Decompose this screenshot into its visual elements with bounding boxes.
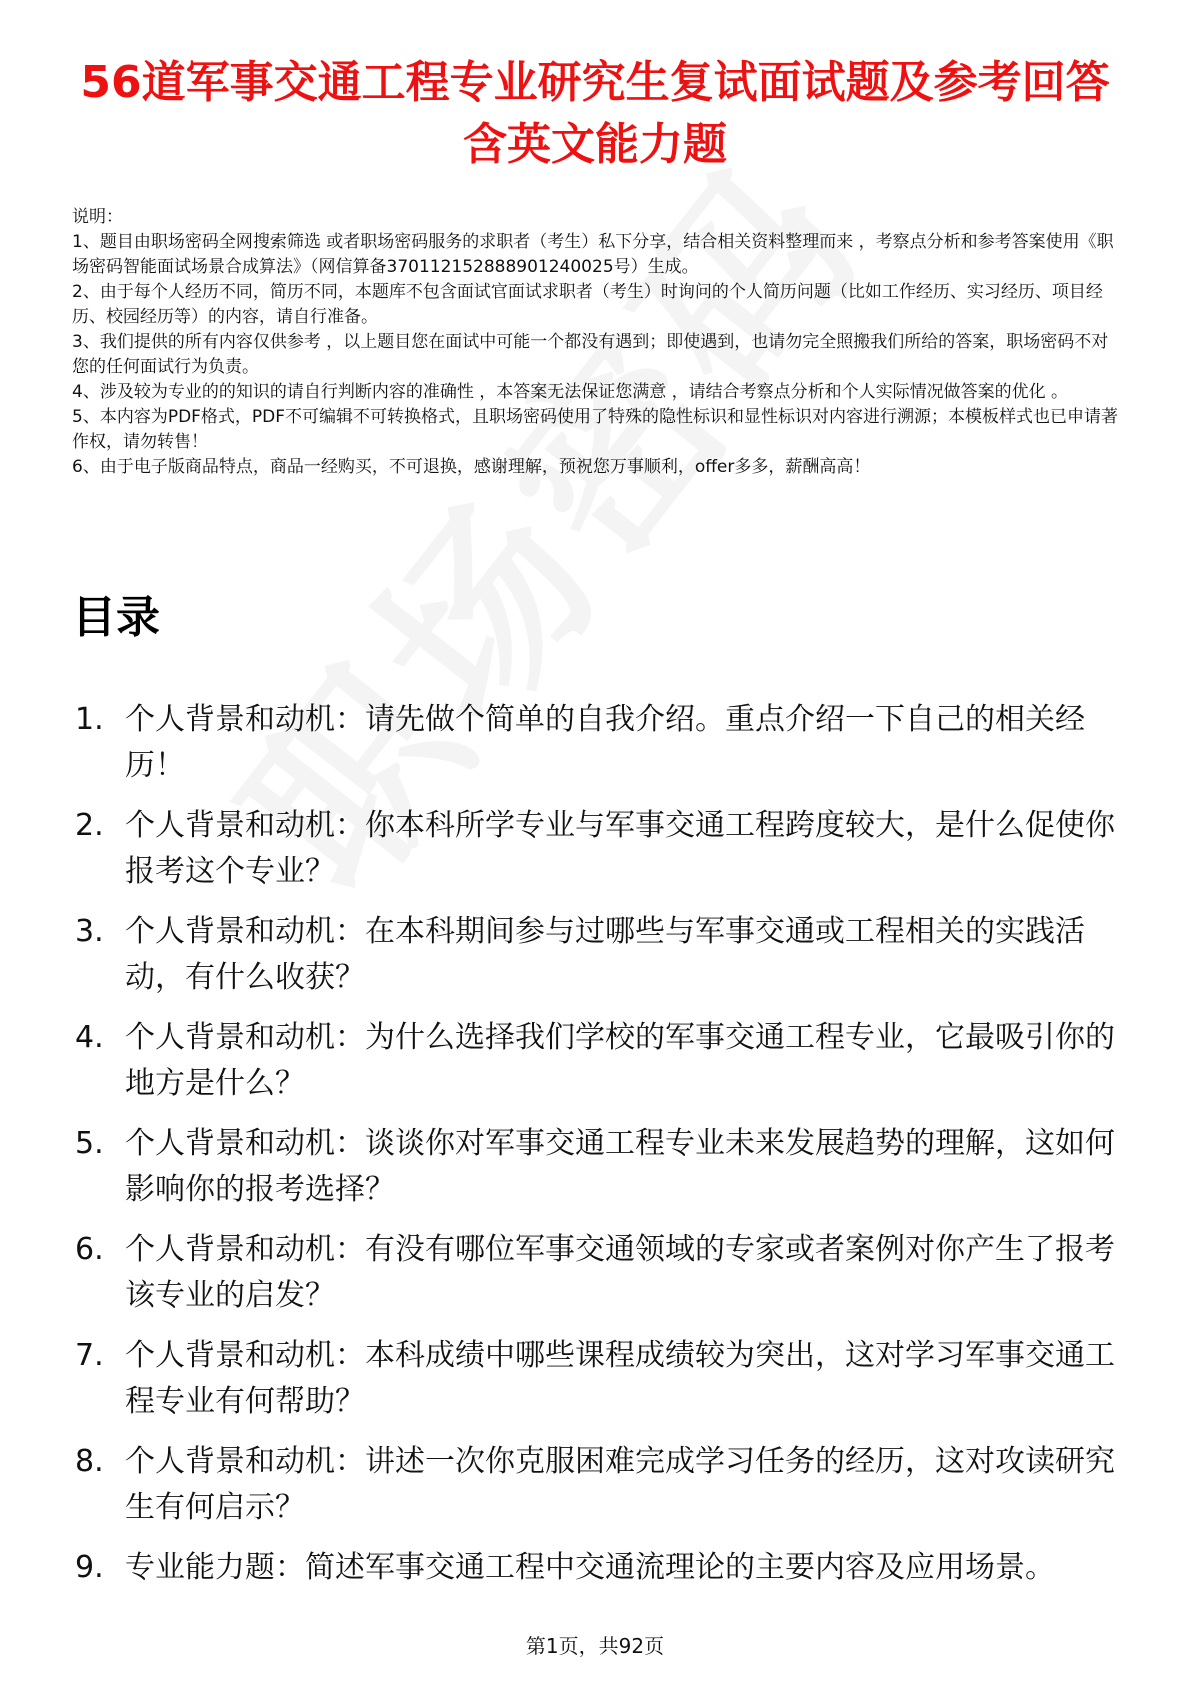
toc-item-text: 个人背景和动机：本科成绩中哪些课程成绩较为突出，这对学习军事交通工程专业有何帮助？ [125, 1338, 1115, 1419]
toc-item[interactable] [75, 1015, 1135, 1107]
toc-item-text: 专业能力题：简述军事交通工程中交通流理论的主要内容及应用场景。 [125, 1550, 1055, 1585]
notes-item: 3、我们提供的所有内容仅供参考 ，以上题目您在面试中可能一个都没有遇到；即使遇到，也请勿完全照搬我们所给的答案，职场密码不对您的任何面试行为负责。 [72, 332, 1109, 377]
notes-item: 6、由于电子版商品特点，商品一经购买，不可退换，感谢理解，预祝您万事顺利，offer多多，薪酬高高！ [72, 457, 871, 477]
toc-item[interactable] [75, 803, 1135, 895]
toc-item-text: 个人背景和动机：讲述一次你克服困难完成学习任务的经历，这对攻读研究生有何启示？ [125, 1444, 1115, 1525]
toc-item-text: 个人背景和动机：谈谈你对军事交通工程专业未来发展趋势的理解，这如何影响你的报考选择？ [125, 1126, 1115, 1207]
toc-item-number: 3. [75, 914, 104, 949]
toc-list [75, 697, 1135, 1605]
toc-item-number: 9. [75, 1550, 104, 1585]
toc-item-number: 6. [75, 1232, 104, 1267]
toc-item[interactable] [75, 1227, 1135, 1319]
toc-item[interactable] [75, 697, 1135, 789]
toc-item-number: 8. [75, 1444, 104, 1479]
notes-item: 2、由于每个人经历不同，简历不同，本题库不包含面试官面试求职者（考生）时询问的个人简历问题（比如工作经历、实习经历、项目经历、校园经历等）的内容，请自行准备。 [72, 282, 1103, 327]
page-number: 第1页，共92页 [525, 1634, 665, 1658]
toc-item[interactable] [75, 1333, 1135, 1425]
toc-item[interactable] [75, 909, 1135, 1001]
toc-item[interactable] [75, 1121, 1135, 1213]
toc-item-text: 个人背景和动机：在本科期间参与过哪些与军事交通或工程相关的实践活动，有什么收获？ [125, 914, 1085, 995]
toc-item-text: 个人背景和动机：请先做个简单的自我介绍。重点介绍一下自己的相关经历！ [125, 702, 1085, 783]
toc-item-number: 7. [75, 1338, 104, 1373]
toc-item-text: 个人背景和动机：你本科所学专业与军事交通工程跨度较大，是什么促使你报考这个专业？ [125, 808, 1115, 889]
toc-item[interactable] [75, 1439, 1135, 1531]
toc-item-number: 5. [75, 1126, 104, 1161]
toc-item-number: 1. [75, 702, 104, 737]
toc-item-number: 2. [75, 808, 104, 843]
notes-item: 5、本内容为PDF格式，PDF不可编辑不可转换格式，且职场密码使用了特殊的隐性标识和显性标识对内容进行溯源；本模板样式也已申请著作权，请勿转售！ [72, 407, 1119, 452]
notes-item: 1、题目由职场密码全网搜索筛选 或者职场密码服务的求职者（考生）私下分享，结合相关资料整理而来 ，考察点分析和参考答案使用《职场密码智能面试场景合成算法》（网信算备370112152888901240025号）生成。 [72, 232, 1114, 277]
notes-item: 4、涉及较为专业的的知识的请自行判断内容的准确性 ，本答案无法保证您满意 ，请结合考察点分析和个人实际情况做答案的优化 。 [72, 382, 1069, 402]
notes-section [72, 205, 1120, 480]
notes-heading: 说明： [72, 207, 123, 227]
toc-item-text: 个人背景和动机：有没有哪位军事交通领域的专家或者案例对你产生了报考该专业的启发？ [125, 1232, 1115, 1313]
toc-item-text: 个人背景和动机：为什么选择我们学校的军事交通工程专业，它最吸引你的地方是什么？ [125, 1020, 1115, 1101]
toc-item[interactable] [75, 1545, 1135, 1591]
document-title: 56道军事交通工程专业研究生复试面试题及参考回答含英文能力题 [80, 57, 1110, 170]
toc-item-number: 4. [75, 1020, 104, 1055]
toc-heading: 目录 [72, 592, 160, 643]
